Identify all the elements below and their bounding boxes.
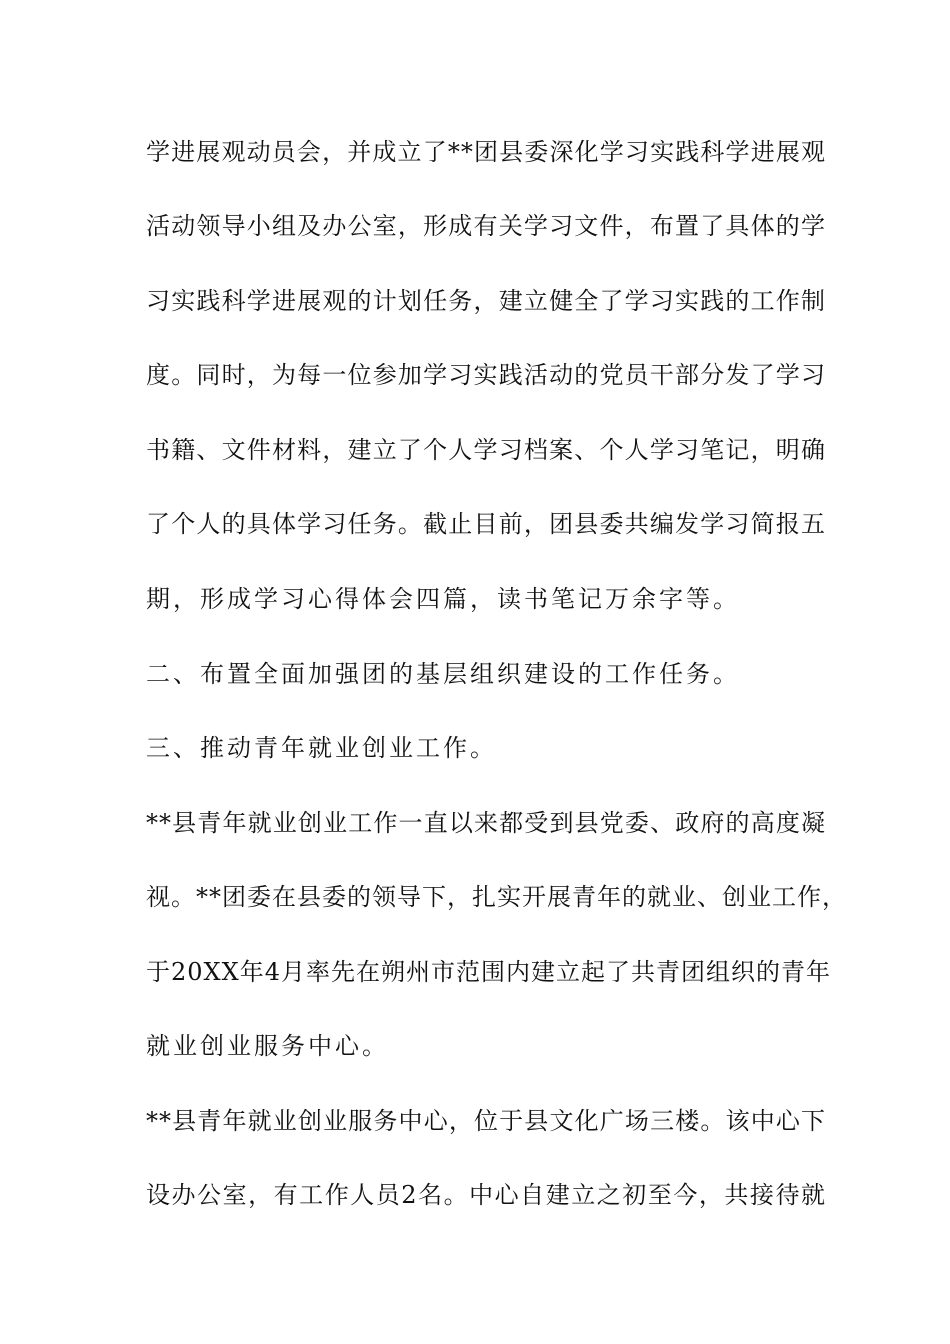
text-line: 习实践科学进展观的计划任务，建立健全了学习实践的工作制 xyxy=(146,287,826,315)
text-line: **县青年就业创业服务中心，位于县文化广场三楼。该中心下 xyxy=(146,1107,826,1135)
text-line: **县青年就业创业工作一直以来都受到县党委、政府的高度凝 xyxy=(146,809,826,837)
text-line: 就业创业服务中心。 xyxy=(146,1032,389,1060)
section-heading: 二、布置全面加强团的基层组织建设的工作任务。 xyxy=(146,660,740,688)
text-line: 视。**团委在县委的领导下，扎实开展青年的就业、创业工作， xyxy=(146,883,847,911)
text-line: 活动领导小组及办公室，形成有关学习文件，布置了具体的学 xyxy=(146,212,826,240)
text-line: 于20XX年4月率先在朔州市范围内建立起了共青团组织的青年 xyxy=(146,958,831,986)
text-line: 学进展观动员会，并成立了**团县委深化学习实践科学进展观 xyxy=(146,138,826,166)
text-line: 度。同时，为每一位参加学习实践活动的党员干部分发了学习 xyxy=(146,361,826,389)
text-line: 书籍、文件材料，建立了个人学习档案、个人学习笔记，明确 xyxy=(146,436,826,464)
text-line: 设办公室，有工作人员2名。中心自建立之初至今，共接待就 xyxy=(146,1181,826,1209)
text-line: 期，形成学习心得体会四篇，读书笔记万余字等。 xyxy=(146,585,740,613)
section-heading: 三、推动青年就业创业工作。 xyxy=(146,734,497,762)
text-line: 了个人的具体学习任务。截止目前，团县委共编发学习简报五 xyxy=(146,510,826,538)
